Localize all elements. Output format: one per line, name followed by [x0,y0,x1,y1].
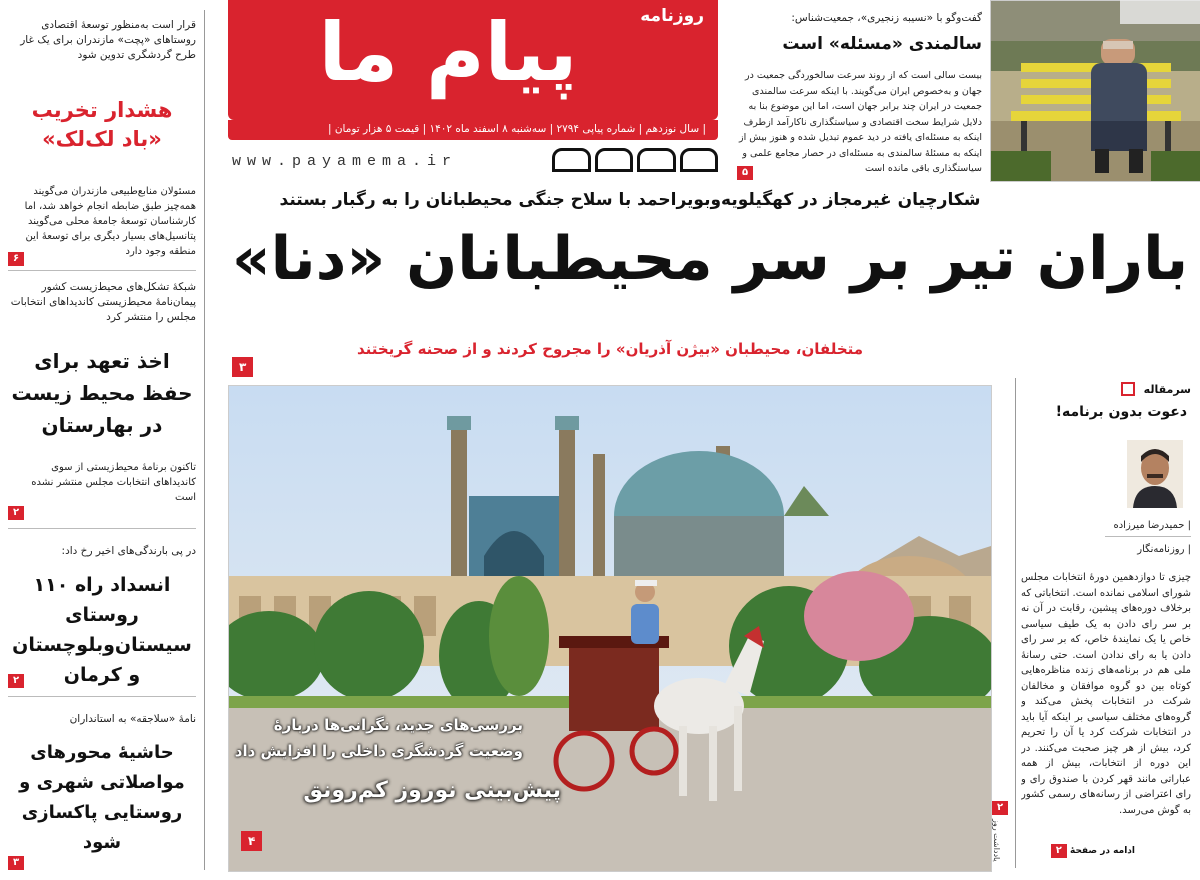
left-column [0,0,210,880]
story-body: مسئولان منابع‌طبیعی مازندران می‌گویند همه‌چیز طبق ضابطه انجام خواهد شد، اما کارشناسان توسعۀ جامعۀ محلی می‌گویند پتانسیل‌های بسیار دیگری برای توسعۀ این منطقه وجود دارد [24,186,196,257]
page-number-badge [232,356,253,377]
photo-caption-line2: وضعیت گردشگری داخلی را افزایش داد [234,742,523,760]
top-story-photo[interactable] [990,0,1200,182]
logo-block [552,148,591,172]
logo-block [595,148,634,172]
website-url[interactable]: www.payamema.ir [232,153,458,170]
story-headline[interactable]: حاشیۀ محورهای مواصلاتی شهری و روستایی پاکسازی شود [19,742,185,853]
side-note-label: یادداشت روز [992,819,1001,862]
story-headline[interactable]: اخذ تعهد برای حفظ محیط زیست در بهارستان [11,349,193,437]
side-note-number: ۲ [992,795,1012,815]
left-column-border [204,10,205,870]
editorial-label: سرمقاله [1143,383,1191,396]
editorial-column [1015,378,1195,874]
page-number-badge [8,500,24,520]
logo-small-text: روزنامه [640,6,704,26]
issue-info: | سال نوزدهم | شماره پیاپی ۲۷۹۴ | سه‌شنبه ۸ اسفند ماه ۱۴۰۲ | قیمت ۵ هزار تومان | [327,123,706,135]
divider [8,696,196,697]
photo-headline[interactable]: پیش‌بینی نوروز کم‌رونق [303,778,561,803]
logo-main-text: پیام ما [318,6,578,99]
main-headline[interactable]: باران تیر بر سر محیطبانان «دنا» [231,224,1189,294]
page-number: ۲ [8,506,24,520]
page-number: ۲ [8,674,24,688]
page-number-badge [737,160,753,180]
page-number-badge [8,668,24,688]
divider [1105,536,1191,537]
top-story-intro: گفت‌وگو با «نسیبه زنجیری»، جمعیت‌شناس: [791,12,982,24]
top-story-body: بیست سالی است که از روند سرعت سالخوردگی جمعیت در جهان و به‌خصوص ایران می‌گویند. با اینکه سرعت سالمندی جمعیت در ایران چند برابر جهان است، اما این موضوع بنا به دلایل شرایط سخت اقتصادی و سیاستگذاری ناکارآمد ازطرف اینکه به مسئله‌ای یافته در دید عموم تبدیل شده و هنوز بیش از اینکه به مسئلۀ سالمندی به مسئله‌ای در حصار مجامع علمی و سیاستگذاری باقی مانده است [739,70,982,174]
logo-mark-blocks [552,148,718,172]
divider [8,528,196,529]
editorial-headline[interactable]: دعوت بدون برنامه! [1055,404,1187,420]
page-number: ۵ [737,166,753,180]
masthead-info-bar [228,120,718,140]
story-intro: قرار است به‌منظور توسعۀ اقتصادی روستاهای «پچت» مازندران برای یک غار طرح گردشگری تدوین شود [20,19,196,61]
continued-label: ادامه در صفحۀ [1069,846,1135,856]
masthead-logo[interactable] [228,0,718,120]
page-number: ۳ [8,856,24,870]
watermark-logo [1120,0,1200,24]
page-number-badge [241,830,262,851]
editorial-header [1091,378,1191,397]
main-supertitle: شکارچیان غیرمجاز در کهگیلویه‌وبویراحمد با سلاح جنگی محیطبانان را به رگبار بستند [279,190,981,210]
author-photo [1127,440,1183,508]
editorial-icon [1121,382,1135,396]
top-story-headline[interactable]: سالمندی «مسئله» است [782,34,982,54]
page-number: ۳ [232,357,253,377]
editorial-author-role: | روزنامه‌نگار [1137,544,1191,555]
photo-caption-line1: بررسی‌های جدید، نگرانی‌ها دربارۀ [273,716,523,734]
elderly-man-on-bench-image [991,1,1200,181]
editorial-body: چیزی تا دوازدهمین دورۀ انتخابات مجلس شورای اسلامی نمانده است. انتخاباتی که برخلاف دوره‌های پیشین، رقابت در آن نه بر سر رای دادن به یک طیف سیاسی خاص یا یک نمایندۀ خاص، که بر سر رای دادن یا به رای ندادن است. حتی رسانۀ ملی هم در برنامه‌های زنده مناظره‌هایی کوتاه بین دو گروه موافقان و مخالفان شرکت در انتخابات پخش می‌کند و گروه‌های مختلف سیاسی بر اینکه آیا باید در انتخابات شرکت کرد یا آن را تحریم کرد، بیش از هر چیز صحبت می‌کنند. در این دوره از انتخابات، بیش از همه عباراتی مانند قهر کردن با صندوق رای و رای اعتراضی از رسانه‌های رسمی کشور به گوش می‌رسد. [1021,572,1191,816]
story-headline[interactable]: انسداد راه ۱۱۰ روستای سیستان‌وبلوچستان و کرمان [12,574,192,686]
side-note-strip [992,795,1012,875]
page-number: ۴ [241,831,262,851]
story-intro: شبکۀ تشکل‌های محیط‌زیست کشور پیمان‌نامۀ محیط‌زیستی کاندیداهای انتخابات مجلس را منتشر کرد [10,281,196,323]
author-portrait-image [1127,440,1183,508]
page-number-badge [8,246,24,266]
main-subtitle: متخلفان، محیطبان «بیژن آذریان» را مجروح کردند و از صحنه گریختند [356,340,864,358]
divider [8,270,196,271]
page-number-badge [8,850,24,870]
page-number: ۶ [8,252,24,266]
logo-block [680,148,719,172]
story-intro: در پی بارندگی‌های اخیر رخ داد: [61,545,196,557]
story-intro: نامۀ «سلاجقه» به استانداران [69,713,196,725]
story-headline[interactable]: هشدار تخریب «باد لک‌لک» [31,98,173,151]
continued-page-number: ۲ [1051,844,1067,858]
main-photo[interactable] [228,385,992,872]
editorial-author: | حمیدرضا میرزاده [1113,520,1191,531]
editorial-border [1015,378,1016,868]
logo-block [637,148,676,172]
story-body: تاکنون برنامۀ محیط‌زیستی از سوی کاندیداهای انتخابات مجلس منتشر نشده است [31,462,196,503]
editorial-continued [1051,844,1135,858]
